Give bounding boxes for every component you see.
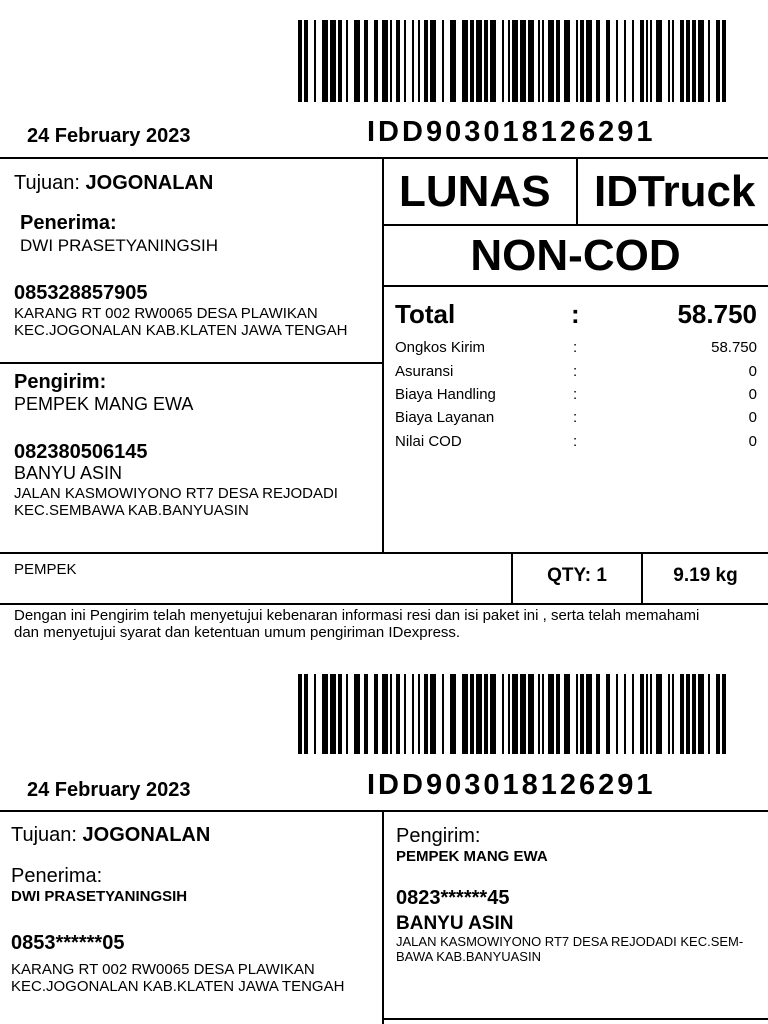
barcode-bar bbox=[508, 20, 510, 102]
barcode-bar bbox=[330, 674, 336, 754]
barcode-bar bbox=[304, 674, 308, 754]
barcode-bar bbox=[686, 20, 690, 102]
awb-number: IDD903018126291 bbox=[367, 116, 656, 148]
barcode-bar bbox=[512, 674, 518, 754]
cod-status: NON-COD bbox=[470, 231, 681, 280]
payment-status: LUNAS bbox=[399, 167, 551, 216]
barcode-bar bbox=[692, 674, 696, 754]
recipient-address-line1: KARANG RT 002 RW0065 DESA PLAWIKAN bbox=[11, 961, 315, 978]
recipient-address-line1: KARANG RT 002 RW0065 DESA PLAWIKAN bbox=[14, 305, 318, 322]
total-value: 58.750 bbox=[677, 299, 757, 329]
barcode-bar bbox=[476, 20, 482, 102]
barcode-bar bbox=[538, 674, 540, 754]
barcode-bar bbox=[564, 20, 570, 102]
barcode-bar bbox=[346, 674, 348, 754]
barcode-bar bbox=[470, 20, 474, 102]
barcode-bar bbox=[382, 20, 388, 102]
recipient-address-line2: KEC.JOGONALAN KAB.KLATEN JAWA TENGAH bbox=[14, 322, 348, 339]
barcode-bar bbox=[624, 20, 626, 102]
barcode-bar bbox=[424, 20, 428, 102]
recipient-phone: 0853******05 bbox=[11, 932, 125, 954]
destination-label: Tujuan: bbox=[14, 172, 80, 194]
barcode-bar bbox=[528, 674, 534, 754]
sender-address-line1: JALAN KASMOWIYONO RT7 DESA REJODADI KEC.SEM- bbox=[396, 934, 744, 949]
barcode-bar bbox=[442, 20, 444, 102]
barcode-bar bbox=[640, 20, 644, 102]
barcode-bar bbox=[722, 674, 726, 754]
barcode-bar bbox=[364, 674, 368, 754]
total-label: Total bbox=[395, 299, 456, 329]
recipient-address bbox=[14, 305, 347, 339]
barcode-bar bbox=[580, 674, 584, 754]
barcode-bar bbox=[650, 20, 652, 102]
barcode-bar bbox=[708, 20, 710, 102]
destination bbox=[11, 824, 210, 847]
sender-city: BANYU ASIN bbox=[396, 913, 514, 934]
sender-address-line1: JALAN KASMOWIYONO RT7 DESA REJODADI bbox=[14, 485, 338, 502]
barcode-bar bbox=[672, 20, 674, 102]
sender-label: Pengirim: bbox=[396, 825, 481, 847]
barcode-bar bbox=[606, 674, 610, 754]
barcode-bar bbox=[606, 20, 610, 102]
cost-label: Asuransi bbox=[395, 363, 454, 380]
barcode-bar bbox=[548, 20, 554, 102]
barcode-bar bbox=[412, 20, 414, 102]
cost-value: 0 bbox=[748, 433, 757, 450]
barcode-bar bbox=[430, 674, 436, 754]
cost-label: Ongkos Kirim bbox=[395, 339, 486, 356]
cost-colon: : bbox=[573, 339, 578, 356]
barcode-bar bbox=[322, 674, 328, 754]
recipient-name: DWI PRASETYANINGSIH bbox=[20, 236, 219, 255]
barcode-bar bbox=[640, 674, 644, 754]
barcode-bar bbox=[586, 20, 592, 102]
barcode-bar bbox=[298, 20, 302, 102]
destination-label: Tujuan: bbox=[11, 824, 77, 846]
barcode-bar bbox=[624, 674, 626, 754]
sender-address-line2: KEC.SEMBAWA KAB.BANYUASIN bbox=[14, 502, 249, 519]
cost-colon: : bbox=[573, 386, 578, 403]
total-colon: : bbox=[571, 299, 580, 329]
barcode-bar bbox=[418, 20, 420, 102]
recipient-phone: 085328857905 bbox=[14, 282, 148, 304]
barcode-bar bbox=[616, 674, 618, 754]
barcode-bar bbox=[396, 20, 400, 102]
barcode-bar bbox=[490, 20, 496, 102]
weight: 9.19 kg bbox=[673, 565, 738, 586]
disclaimer bbox=[14, 607, 699, 641]
barcode-bar bbox=[462, 674, 468, 754]
barcode-bar bbox=[556, 20, 560, 102]
barcode-bar bbox=[576, 674, 578, 754]
sender-phone: 082380506145 bbox=[14, 441, 148, 463]
barcode-bar bbox=[528, 20, 534, 102]
barcode-bar bbox=[374, 674, 378, 754]
barcode-bar bbox=[502, 20, 504, 102]
sender-city: BANYU ASIN bbox=[14, 463, 123, 483]
barcode-bar bbox=[476, 674, 482, 754]
cost-label: Nilai COD bbox=[395, 433, 462, 450]
barcode-bar bbox=[692, 20, 696, 102]
sender-address-line2: BAWA KAB.BANYUASIN bbox=[396, 949, 541, 964]
barcode-bar bbox=[646, 674, 648, 754]
destination-value: JOGONALAN bbox=[82, 824, 211, 846]
barcode-bar bbox=[298, 674, 302, 754]
ship-date: 24 February 2023 bbox=[27, 779, 191, 801]
barcode-bar bbox=[490, 674, 496, 754]
barcode-bar bbox=[450, 674, 456, 754]
sender-label: Pengirim: bbox=[14, 371, 107, 393]
barcode-bar bbox=[646, 20, 648, 102]
barcode-bar bbox=[596, 20, 600, 102]
barcode-bar bbox=[586, 674, 592, 754]
barcode-bar bbox=[382, 674, 388, 754]
barcode-bar bbox=[374, 20, 378, 102]
barcode-bar bbox=[512, 20, 518, 102]
awb-number: IDD903018126291 bbox=[367, 769, 656, 801]
barcode-bar bbox=[424, 674, 428, 754]
barcode-bar bbox=[396, 674, 400, 754]
cost-value: 0 bbox=[748, 363, 757, 380]
destination-value: JOGONALAN bbox=[85, 172, 214, 194]
barcode-bar bbox=[330, 20, 336, 102]
cost-colon: : bbox=[573, 409, 578, 426]
cost-label: Biaya Handling bbox=[395, 386, 496, 403]
barcode-bar bbox=[354, 674, 360, 754]
barcode-bar bbox=[520, 674, 526, 754]
ship-date: 24 February 2023 bbox=[27, 125, 191, 147]
barcode-bar bbox=[484, 20, 488, 102]
barcode-bar bbox=[520, 20, 526, 102]
barcode-bar bbox=[484, 674, 488, 754]
barcode-bar bbox=[616, 20, 618, 102]
disclaimer-line1: Dengan ini Pengirim telah menyetujui kebenaran informasi resi dan isi paket ini , serta telah memahami bbox=[14, 607, 700, 624]
barcode-bar bbox=[680, 20, 684, 102]
cost-value: 0 bbox=[748, 386, 757, 403]
barcode-bar bbox=[508, 674, 510, 754]
recipient-name: DWI PRASETYANINGSIH bbox=[11, 888, 188, 905]
barcode-bar bbox=[716, 674, 720, 754]
barcode-bar bbox=[632, 20, 634, 102]
recipient-label: Penerima: bbox=[20, 212, 117, 234]
quantity: QTY: 1 bbox=[547, 565, 607, 586]
barcode-bar bbox=[390, 674, 392, 754]
sender-name: PEMPEK MANG EWA bbox=[396, 848, 548, 865]
barcode-bar bbox=[596, 674, 600, 754]
barcode-bar bbox=[632, 674, 634, 754]
barcode-bar bbox=[404, 20, 406, 102]
recipient-address-line2: KEC.JOGONALAN KAB.KLATEN JAWA TENGAH bbox=[11, 978, 345, 995]
sender-name: PEMPEK MANG EWA bbox=[14, 394, 194, 414]
disclaimer-line2: dan menyetujui syarat dan ketentuan umum pengiriman IDexpress. bbox=[14, 624, 461, 641]
barcode-bar bbox=[668, 20, 670, 102]
barcode-bar bbox=[716, 20, 720, 102]
barcode-bar bbox=[442, 674, 444, 754]
cost-colon: : bbox=[573, 363, 578, 380]
barcode-bar bbox=[680, 674, 684, 754]
barcode-bar bbox=[686, 674, 690, 754]
barcode-bar bbox=[462, 20, 468, 102]
barcode-bar bbox=[656, 674, 662, 754]
barcode-bar bbox=[304, 20, 308, 102]
barcode-bar bbox=[556, 674, 560, 754]
barcode-bar bbox=[418, 674, 420, 754]
barcode-bar bbox=[538, 20, 540, 102]
item-description: PEMPEK bbox=[14, 561, 77, 578]
barcode-bar bbox=[656, 20, 662, 102]
cost-colon: : bbox=[573, 433, 578, 450]
cost-label: Biaya Layanan bbox=[395, 409, 495, 426]
barcode-bar bbox=[580, 20, 584, 102]
barcode-bar bbox=[404, 674, 406, 754]
barcode-bar bbox=[346, 20, 348, 102]
barcode-bar bbox=[412, 674, 414, 754]
barcode bbox=[298, 674, 728, 754]
barcode-bar bbox=[698, 674, 704, 754]
barcode-bar bbox=[390, 20, 392, 102]
barcode-bar bbox=[430, 20, 436, 102]
barcode-bar bbox=[338, 674, 342, 754]
service-type: IDTruck bbox=[594, 167, 756, 216]
barcode-bar bbox=[450, 20, 456, 102]
sender-address bbox=[14, 485, 338, 519]
destination bbox=[14, 172, 213, 195]
barcode-bar bbox=[470, 674, 474, 754]
barcode-bar bbox=[322, 20, 328, 102]
barcode-bar bbox=[668, 674, 670, 754]
barcode-bar bbox=[564, 674, 570, 754]
barcode-bar bbox=[698, 20, 704, 102]
barcode-bar bbox=[354, 20, 360, 102]
barcode-bar bbox=[314, 20, 316, 102]
barcode bbox=[298, 20, 728, 102]
sender-phone: 0823******45 bbox=[396, 887, 510, 909]
barcode-bar bbox=[708, 674, 710, 754]
barcode-bar bbox=[542, 674, 544, 754]
barcode-bar bbox=[672, 674, 674, 754]
barcode-bar bbox=[650, 674, 652, 754]
recipient-address bbox=[11, 961, 344, 995]
barcode-bar bbox=[548, 674, 554, 754]
cost-value: 58.750 bbox=[711, 339, 757, 356]
barcode-bar bbox=[502, 674, 504, 754]
barcode-bar bbox=[722, 20, 726, 102]
barcode-bar bbox=[314, 674, 316, 754]
sender-address bbox=[396, 934, 743, 964]
cost-value: 0 bbox=[748, 409, 757, 426]
barcode-bar bbox=[542, 20, 544, 102]
recipient-label: Penerima: bbox=[11, 865, 103, 887]
barcode-bar bbox=[576, 20, 578, 102]
barcode-bar bbox=[338, 20, 342, 102]
barcode-bar bbox=[364, 20, 368, 102]
